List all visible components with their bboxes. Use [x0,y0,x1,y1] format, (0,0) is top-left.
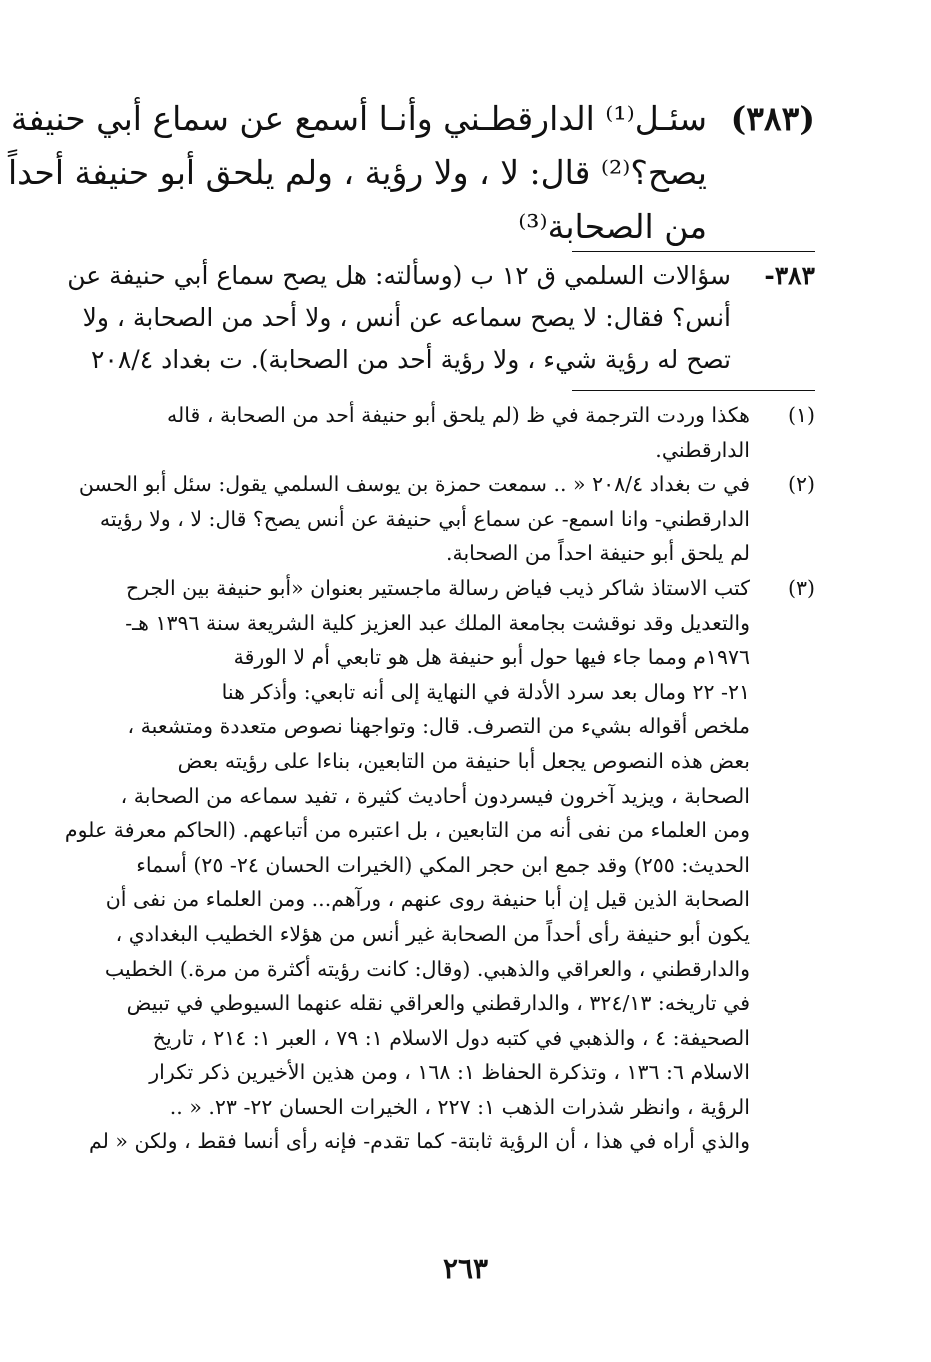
page-number: ٢٦٣ [442,1252,489,1285]
footnote-line [95,709,815,744]
main-entry [7,92,815,254]
footnote-text-line: ملخص أقواله بشيء من التصرف. قال: وتواجهنا نصوص متعددة ومتشعبة ، [127,714,750,739]
footnote-line [95,398,815,433]
entry-text-line: سئـل⁽¹⁾ الدارقطـني وأنـا أسمع عن سماع أبي حنيفة [10,99,707,138]
footnote-text-line: ٢١- ٢٢ ومال بعد سرد الأدلة في النهاية إلى أنه تابعي: وأذكر هنا [221,679,750,704]
footnote-line [95,675,815,710]
footnote-line [89,1124,815,1159]
footnote-text-line: لم يلحق أبو حنيفة احداً من الصحابة. [445,541,750,566]
footnote-text-line: الحديث: ٢٥٥) وقد جمع ابن حجر المكي (الخيرات الحسان ٢٤- ٢٥) أسماء [136,852,750,877]
footnote [95,398,815,467]
footnote-line [95,882,815,917]
footnote [78,467,815,571]
footnote-line [95,502,815,537]
footnote-number: (١) [787,403,815,427]
footnote-line [95,1055,815,1090]
footnote-line [95,433,815,468]
footnote-line [95,640,815,675]
separator-rule [572,251,815,252]
collation-text-line: سؤالات السلمي ق ١٢ ب (وسألته: هل يصح سماع أبي حنيفة عن [67,261,731,290]
footnote-line [95,571,815,606]
main-entry-line [10,92,815,146]
footnote-text-line: والدارقطني ، والعراقي والذهبي. (وقال: كانت رؤيته أكثرة من مرة.) الخطيب [104,956,750,981]
main-entry-line [7,146,815,200]
footnote-line [95,952,815,987]
footnotes [64,398,815,1159]
footnote-line [95,1021,815,1056]
footnote-line [95,986,815,1021]
footnote-line [95,606,815,641]
footnote-text-line: هكذا وردت الترجمة في ظ (لم يلحق أبو حنيفة أحد من الصحابة ، قاله [167,403,750,427]
footnote-text-line: والتعديل وقد نوقشت بجامعة الملك عبد العزيز كلية الشريعة سنة ١٣٩٦ هـ- [125,610,750,635]
footnote-line [95,779,815,814]
footnote-text-line: الصحابة ، ويزيد آخرون فيسردون أحاديث كثيرة ، تفيد سماعه من الصحابة ، [120,783,750,808]
footnote-text-line: ١٩٧٦م ومما جاء فيها حول أبو حنيفة هل هو تابعي أم لا الورقة [233,645,750,670]
footnote-text-line: الدارقطني. [655,437,750,462]
collation-text-line: أنس؟ فقال: لا يصح سماعه عن أنس ، ولا أحد من الصحابة ، ولا [82,303,731,332]
entry-text-line: من الصحابة⁽³⁾ [518,207,707,246]
separator-rule [572,390,815,391]
collation-line [90,339,815,381]
footnote-text-line: ومن العلماء من نفى أنه من التابعين ، بل اعتبره من أتباعهم. (الحاكم معرفة علوم [64,818,750,843]
footnote-text-line: كتب الاستاذ شاكر ذيب فياض رسالة ماجستير بعنوان «أبو حنيفة بين الجرح [125,575,750,600]
footnote-number: (٣) [787,575,815,600]
footnote-line [64,813,815,848]
collation-note [67,255,815,381]
footnote-line [95,848,815,883]
footnote-line [95,536,815,571]
main-entry-line [100,200,815,254]
footnote-number: (٢) [787,472,815,497]
footnote-text-line: والذي أراه في هذا ، أن الرؤية ثابتة- كما تقدم- فإنه رأى أنسا فقط ، ولكن « لم [89,1129,750,1154]
entry-text-line: يصح؟⁽²⁾ قال: لا ، ولا رؤية ، ولم يلحق أبو حنيفة أحداً [7,153,707,192]
footnote [64,571,815,1159]
footnote-line [95,744,815,779]
footnote-text-line: الدارقطني- وانا اسمع- عن سماع أبي حنيفة عن أنس يصح؟ قال: لا ، ولا رؤيته [99,506,750,531]
footnote-text-line: الاسلام ٦: ١٣٦ ، وتذكرة الحفاظ ١: ١٦٨ ، ومن هذين الأخيرين ذكر تكرار [149,1060,750,1085]
collation-line [67,255,815,297]
footnote-text-line: في ت بغداد ٢٠٨/٤ « .. سمعت حمزة بن يوسف السلمي يقول: سئل أبو الحسن [78,472,750,497]
footnote-text-line: الرؤية ، وانظر شذرات الذهب ١: ٢٢٧ ، الخيرات الحسان ٢٢- ٢٣. « .. [169,1094,750,1119]
footnote-line [95,917,815,952]
footnote-text-line: الصحابة الذين قيل إن أبا حنيفة روى عنهم ، ورآهم... ومن العلماء من نفى أن [105,887,750,912]
collation-text-line: تصح له رؤية شيء ، ولا رؤية أحد من الصحابة). ت بغداد ٢٠٨/٤ [90,345,731,374]
footnote-text-line: الصحيفة: ٤ ، والذهبي في كتبه دول الاسلام ١: ٧٩ ، العبر ١: ٢١٤ ، تاريخ [152,1025,750,1050]
collation-line [82,297,815,339]
entry-number: (٣٨٣) [730,99,815,138]
footnote-text-line: بعض هذه النصوص يجعل أبا حنيفة من التابعين، بناءا على رؤيته بعض [177,748,750,773]
footnote-line [78,467,815,502]
footnote-text-line: في تاريخه: ٣٢٤/١٣ ، والدارقطني والعراقي نقله عنهما السيوطي في تبيض [126,991,750,1016]
footnote-line [95,1090,815,1125]
collation-number: ٣٨٣- [764,261,815,290]
footnote-text-line: يكون أبو حنيفة رأى أحداً من الصحابة غير أنس من هؤلاء الخطيب البغدادي ، [115,921,750,946]
